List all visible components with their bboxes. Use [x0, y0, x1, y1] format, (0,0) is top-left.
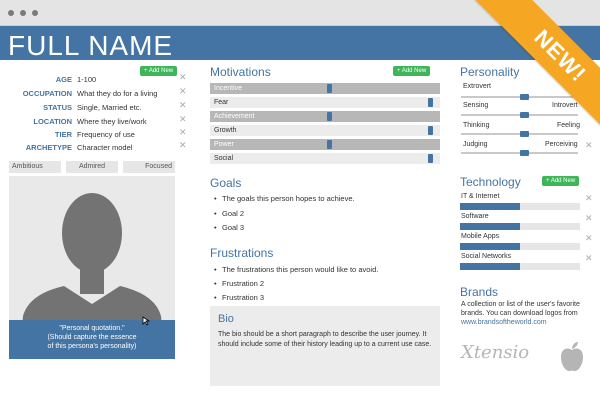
personality-right-label: Introvert [552, 102, 578, 109]
personality-right-label: Feeling [557, 122, 580, 129]
personality-left-label: Sensing [463, 102, 489, 109]
technology-bar[interactable] [460, 223, 580, 230]
window-zoom-dot[interactable] [32, 10, 38, 16]
motivation-slider-handle[interactable] [327, 140, 332, 149]
technology-title: Technology [460, 175, 521, 189]
motivation-bar[interactable] [210, 97, 440, 108]
technology-label: Mobile Apps [461, 233, 500, 240]
motivation-slider-handle[interactable] [327, 112, 332, 121]
personality-left-label: Extrovert [463, 83, 492, 90]
field-label-age: AGE [55, 75, 72, 84]
brands-text: A collection or list of the user's favorite brands. You can download logos from [461, 301, 580, 317]
remove-field-age-icon[interactable]: ✕ [179, 73, 187, 83]
window-close-dot[interactable] [8, 10, 14, 16]
field-label-archetype: ARCHETYPE [25, 143, 72, 152]
motivation-label: Social [214, 155, 234, 162]
new-badge-text: NEW! [529, 24, 592, 87]
motivations-title: Motivations [210, 65, 271, 79]
motivation-slider-handle[interactable] [428, 98, 433, 107]
motivation-label: Fear [214, 99, 229, 106]
remove-technology-icon[interactable]: ✕ [585, 214, 593, 224]
motivation-bar[interactable] [210, 153, 440, 164]
quote-line: "Personal quotation." [59, 325, 125, 332]
remove-field-location-icon[interactable]: ✕ [179, 115, 187, 125]
field-value-age[interactable]: 1-100 [77, 75, 97, 84]
motivation-slider-handle[interactable] [428, 126, 433, 135]
personality-left-label: Thinking [463, 122, 490, 129]
remove-field-occupation-icon[interactable]: ✕ [179, 87, 187, 97]
technology-bar[interactable] [460, 263, 580, 270]
bio-text[interactable]: The bio should be a short paragraph to describe the user journey. It should include some of their history leading up to a current use case. [218, 331, 432, 348]
trait-admired[interactable]: Admired [66, 161, 118, 173]
goal-item[interactable]: • Goal 3 [222, 223, 244, 232]
window-minimize-dot[interactable] [20, 10, 26, 16]
remove-technology-icon[interactable]: ✕ [585, 254, 593, 264]
trait-focused[interactable]: Focused [123, 161, 175, 173]
trait-ambitious[interactable]: Ambitious [9, 161, 61, 173]
field-value-occupation[interactable]: What they do for a living [77, 89, 158, 98]
brands-title: Brands [460, 285, 499, 299]
technology-bar-fill [460, 223, 520, 230]
remove-personality-icon[interactable]: ✕ [585, 141, 593, 151]
personality-right-label: Perceiving [545, 141, 578, 148]
technology-label: IT & Internet [461, 193, 500, 200]
motivation-bar[interactable] [210, 111, 440, 122]
brands-link[interactable]: www.brandsoftheworld.com [461, 319, 547, 326]
goal-item[interactable]: • The goals this person hopes to achieve. [222, 194, 355, 203]
remove-technology-icon[interactable]: ✕ [585, 234, 593, 244]
add-field-button[interactable]: + Add New [140, 66, 177, 76]
motivation-bar[interactable] [210, 139, 440, 150]
motivation-label: Power [214, 141, 234, 148]
frustration-item[interactable]: • The frustrations this person would like to avoid. [222, 265, 378, 274]
technology-label: Social Networks [461, 253, 512, 260]
technology-bar[interactable] [460, 243, 580, 250]
goals-title: Goals [210, 176, 242, 190]
personality-title: Personality [460, 65, 520, 79]
quote-line: of this persona's personality) [47, 343, 137, 350]
add-technology-button[interactable]: + Add New [542, 176, 579, 186]
field-value-location[interactable]: Where they live/work [77, 117, 147, 126]
remove-field-status-icon[interactable]: ✕ [179, 101, 187, 111]
field-label-status: STATUS [43, 103, 72, 112]
add-motivation-button[interactable]: + Add New [393, 66, 430, 76]
technology-bar-fill [460, 263, 520, 270]
motivation-bar[interactable] [210, 83, 440, 94]
motivation-label: Achievement [214, 113, 255, 120]
new-badge-ribbon [470, 0, 600, 130]
field-label-location: LOCATION [33, 117, 72, 126]
personality-slider-track[interactable] [461, 152, 578, 154]
field-value-tier[interactable]: Frequency of use [77, 130, 135, 139]
brands-description[interactable] [461, 300, 591, 327]
frustrations-title: Frustrations [210, 246, 274, 260]
personality-slider-handle[interactable] [520, 150, 529, 156]
goal-item[interactable]: • Goal 2 [222, 209, 244, 218]
personality-slider-handle[interactable] [520, 131, 529, 137]
quote-line: (Should capture the essence [47, 334, 137, 341]
remove-field-archetype-icon[interactable]: ✕ [179, 141, 187, 151]
field-label-tier: TIER [54, 130, 72, 139]
persona-quote[interactable] [9, 320, 175, 359]
motivation-slider-handle[interactable] [327, 84, 332, 93]
remove-technology-icon[interactable]: ✕ [585, 194, 593, 204]
remove-field-tier-icon[interactable]: ✕ [179, 128, 187, 138]
motivation-slider-handle[interactable] [428, 154, 433, 163]
motivation-bar[interactable] [210, 125, 440, 136]
technology-label: Software [461, 213, 489, 220]
motivation-label: Growth [214, 127, 237, 134]
technology-bar-fill [460, 243, 520, 250]
xtensio-logo: Xtensio [461, 342, 530, 363]
frustration-item[interactable]: • Frustration 2 [222, 279, 264, 288]
mouse-cursor-icon [142, 316, 150, 326]
field-value-archetype[interactable]: Character model [77, 143, 133, 152]
bio-title: Bio [218, 313, 234, 325]
bio-panel [210, 306, 440, 386]
technology-bar[interactable] [460, 203, 580, 210]
personality-left-label: Judging [463, 141, 488, 148]
apple-logo-icon [558, 340, 586, 374]
technology-bar-fill [460, 203, 520, 210]
field-label-occupation: OCCUPATION [22, 89, 72, 98]
frustration-item[interactable]: • Frustration 3 [222, 293, 264, 302]
motivation-label: Incentive [214, 85, 243, 92]
personality-slider-track[interactable] [461, 133, 578, 135]
new-badge [475, 0, 600, 130]
field-value-status[interactable]: Single, Married etc. [77, 103, 142, 112]
persona-name[interactable]: FULL NAME [8, 30, 174, 61]
